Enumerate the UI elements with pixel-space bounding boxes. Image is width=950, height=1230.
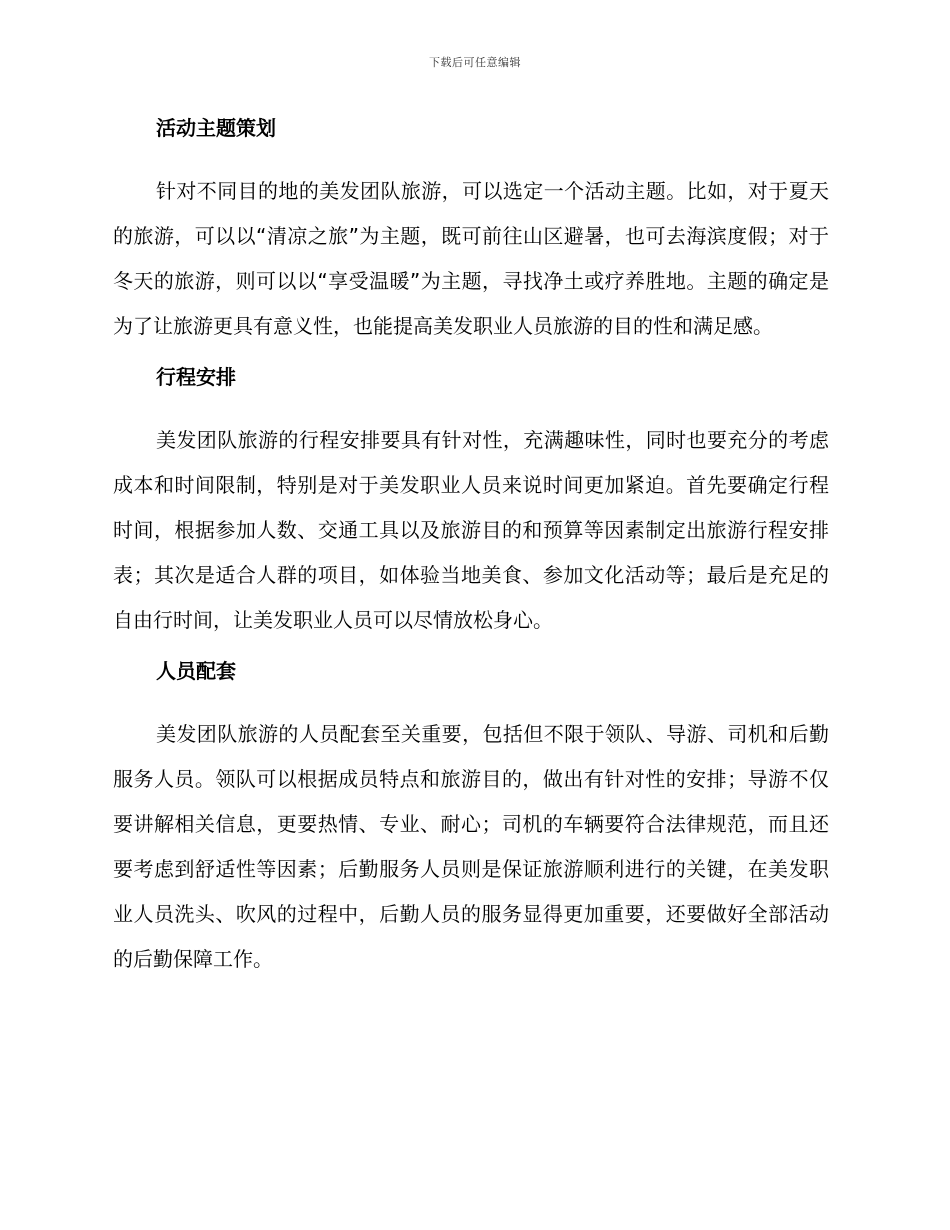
document-body xyxy=(113,112,829,982)
section-itinerary xyxy=(113,361,829,643)
section-staffing xyxy=(113,655,829,982)
section-paragraph: 美发团队旅游的行程安排要具有针对性，充满趣味性，同时也要充分的考虑成本和时间限制，特别是对于美发职业人员来说时间更加紧迫。首先要确定行程时间，根据参加人数、交通工具以及旅游目的和预算等因素制定出旅游行程安排表；其次是适合人群的项目，如体验当地美食、参加文化活动等；最后是充足的自由行时间，让美发职业人员可以尽情放松身心。 xyxy=(113,428,829,632)
section-paragraph: 美发团队旅游的人员配套至关重要，包括但不限于领队、导游、司机和后勤服务人员。领队可以根据成员特点和旅游目的，做出有针对性的安排；导游不仅要讲解相关信息，更要热情、专业、耐心；司机的车辆要符合法律规范，而且还要考虑到舒适性等因素；后勤服务人员则是保证旅游顺利进行的关键，在美发职业人员洗头、吹风的过程中，后勤人员的服务显得更加重要，还要做好全部活动的后勤保障工作。 xyxy=(113,722,829,971)
section-heading: 行程安排 xyxy=(156,365,236,389)
section-heading: 活动主题策划 xyxy=(156,116,276,140)
page-header: 下载后可任意编辑 xyxy=(429,56,521,69)
section-theme-planning xyxy=(113,112,829,349)
section-heading: 人员配套 xyxy=(156,659,236,683)
section-paragraph: 针对不同目的地的美发团队旅游，可以选定一个活动主题。比如，对于夏天的旅游，可以以“清凉之旅”为主题，既可前往山区避暑，也可去海滨度假；对于冬天的旅游，则可以以“享受温暖”为主题，寻找净土或疗养胜地。主题的确定是为了让旅游更具有意义性，也能提高美发职业人员旅游的目的性和满足感。 xyxy=(113,179,829,338)
section-spacer xyxy=(113,643,829,655)
section-spacer xyxy=(113,349,829,361)
